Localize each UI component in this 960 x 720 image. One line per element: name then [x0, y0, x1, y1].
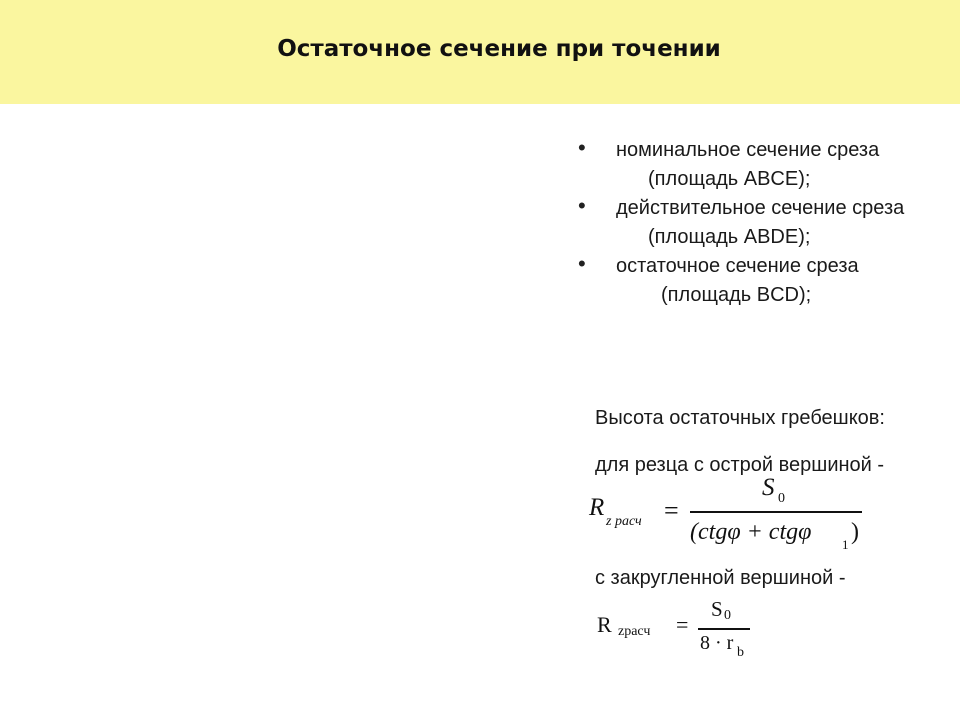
bullet-sub-1: (площадь ABCE);	[648, 168, 811, 190]
formula-denominator: (ctgφ + ctgφ	[690, 519, 812, 545]
bullet-text-1: номинальное сечение среза	[616, 139, 880, 161]
fraction-bar	[698, 628, 750, 630]
formula-numerator-subscript: 0	[778, 491, 785, 506]
bullet-dot-icon: •	[578, 251, 586, 276]
formula-lhs-symbol: R	[589, 494, 605, 521]
formula-lhs-symbol: R	[597, 612, 612, 637]
formula-numerator-symbol: S	[711, 597, 723, 621]
bullet-text-3: остаточное сечение среза	[616, 255, 859, 277]
bullet-sub-2: (площадь ABDE);	[648, 226, 811, 248]
formula-numerator-subscript: 0	[724, 608, 731, 623]
formula-equals: =	[664, 496, 679, 525]
bullet-sub-3: (площадь BCD);	[661, 284, 812, 306]
sharp-tip-label: для резца с острой вершиной -	[595, 454, 885, 476]
bullet-dot-icon: •	[578, 193, 586, 218]
fraction-bar	[690, 511, 862, 513]
formula-denominator-subscript: b	[737, 645, 744, 660]
rounded-tip-label: с закругленной вершиной -	[595, 567, 846, 589]
roughness-heading: Высота остаточных гребешков:	[595, 407, 885, 429]
formula-lhs-subscript: z расч	[606, 514, 642, 529]
formula-denominator-subscript: 1	[842, 537, 849, 552]
slide-title: Остаточное сечение при точении	[277, 36, 721, 62]
bullet-dot-icon: •	[578, 135, 586, 160]
formula-lhs-subscript: zрасч	[618, 624, 651, 639]
formula-equals: =	[676, 612, 689, 637]
formula-numerator-symbol: S	[762, 474, 775, 501]
formula-denominator-close: )	[851, 519, 859, 545]
formula-denominator: 8 · r	[700, 632, 734, 654]
bullet-text-2: действительное сечение среза	[616, 197, 905, 219]
